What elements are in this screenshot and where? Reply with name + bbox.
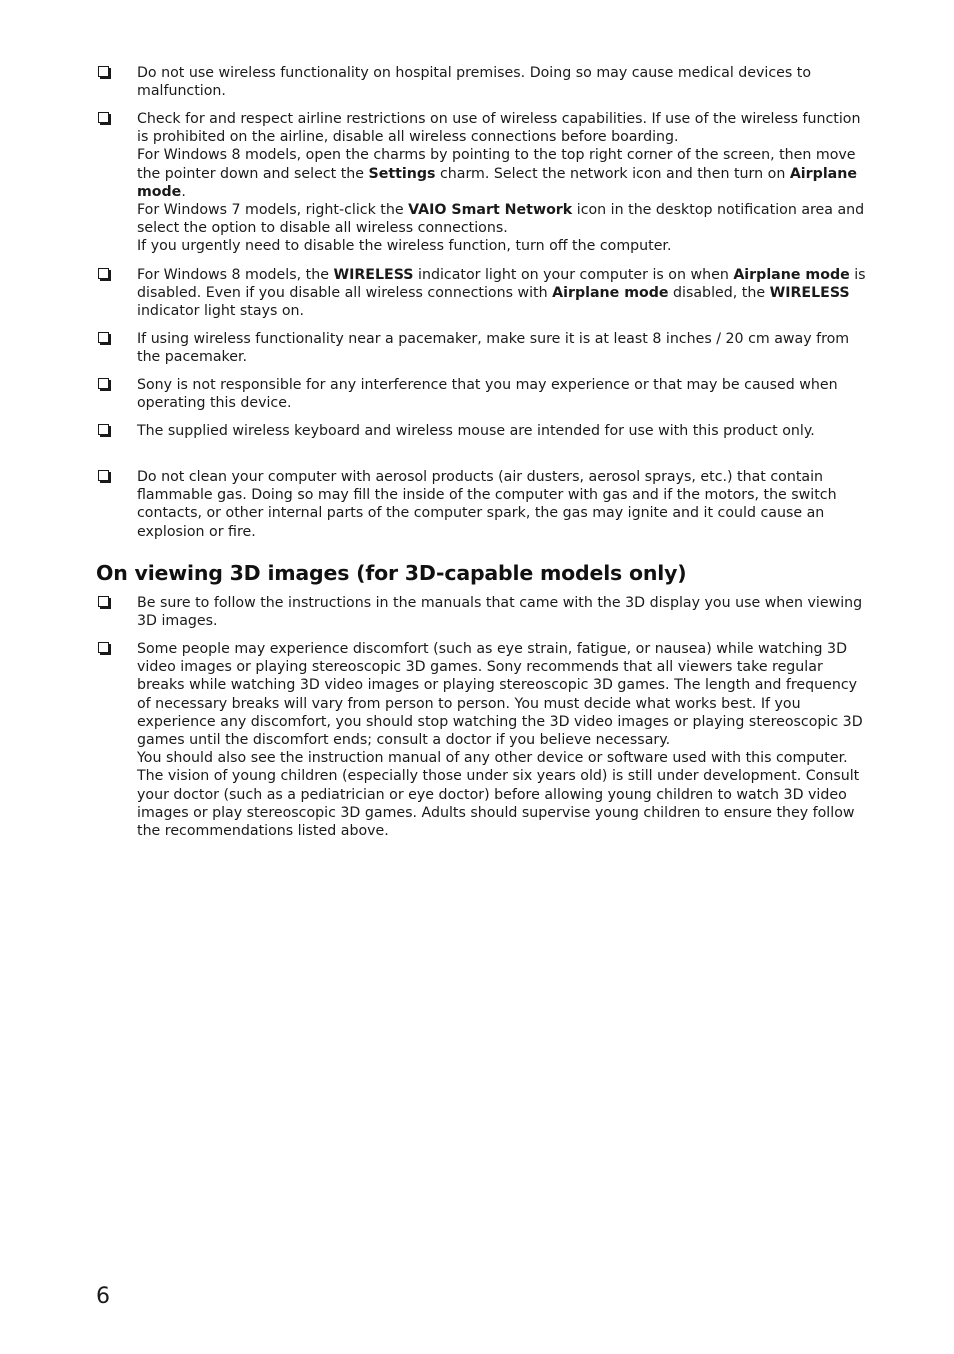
- item-paragraph: [137, 237, 871, 255]
- list-item: [96, 266, 871, 321]
- text-run: You should also see the instruction manual of any other device or software used with this computer.: [137, 750, 848, 767]
- item-paragraph: [137, 376, 871, 412]
- list-item: [96, 594, 871, 630]
- checkbox-bullet-icon: [98, 268, 109, 279]
- checkbox-bullet-icon: [98, 332, 109, 343]
- list-item: [96, 64, 871, 100]
- text-run: Do not use wireless functionality on hospital premises. Doing so may cause medical devices to malfunction.: [137, 65, 812, 100]
- text-run: If using wireless functionality near a pacemaker, make sure it is at least 8 inches / 20 cm away from the pacemaker.: [137, 331, 850, 366]
- text-run: For Windows 8 models, open the charms by pointing to the top right corner of the screen, then move the pointer down and select the: [137, 147, 856, 182]
- text-run: The vision of young children (especially those under six years old) is still under development. Consult your doctor (such as a pediatrician or eye doctor) before allowing young children to watch 3D video images or play stereoscopic 3D games. Adults should supervise young children to ensure they follow the recommendations listed above.: [137, 768, 860, 840]
- bold-term: Airplane mode: [733, 267, 850, 283]
- item-paragraph: [137, 146, 871, 201]
- text-run: For Windows 7 models, right-click the: [137, 202, 409, 219]
- text-run: Check for and respect airline restrictions on use of wireless capabilities. If use of the wireless function is prohibited on the airline, disable all wireless connections before boarding.: [137, 111, 861, 146]
- item-paragraph: [137, 640, 871, 749]
- text-run: .: [181, 183, 186, 200]
- text-run: icon in the desktop notification area and select the option to disable all wireless connections.: [137, 202, 865, 237]
- bold-term: VAIO Smart Network: [408, 202, 573, 219]
- text-run: disabled, the: [668, 285, 770, 302]
- item-paragraph: [137, 266, 871, 321]
- text-run: indicator light stays on.: [137, 303, 305, 320]
- list-item: [96, 110, 871, 256]
- bold-term: Airplane mode: [137, 165, 857, 200]
- list-item: [96, 468, 871, 541]
- item-paragraph: [137, 64, 871, 100]
- item-paragraph: [137, 330, 871, 366]
- text-run: Be sure to follow the instructions in the manuals that came with the 3D display you use when viewing 3D images.: [137, 595, 863, 630]
- item-paragraph: [137, 422, 871, 440]
- item-paragraph: [137, 468, 871, 541]
- text-run: charm. Select the network icon and then turn on: [435, 165, 790, 182]
- list-item: [96, 640, 871, 840]
- list-item: [96, 422, 871, 440]
- text-run: is disabled. Even if you disable all wireless connections with: [137, 267, 866, 302]
- text-run: For Windows 8 models, the: [137, 267, 334, 283]
- list-item: [96, 330, 871, 366]
- item-paragraph: [137, 201, 871, 237]
- list-item: [96, 376, 871, 412]
- item-paragraph: [137, 749, 871, 767]
- checkbox-bullet-icon: [98, 112, 109, 123]
- item-paragraph: [137, 594, 871, 630]
- checkbox-bullet-icon: [98, 66, 109, 77]
- item-paragraph: [137, 110, 871, 146]
- text-run: If you urgently need to disable the wireless function, turn off the computer.: [137, 238, 672, 255]
- bold-term: WIRELESS: [333, 267, 414, 283]
- checkbox-bullet-icon: [98, 424, 109, 435]
- checkbox-bullet-icon: [98, 642, 109, 653]
- bold-term: Airplane mode: [552, 285, 669, 302]
- bold-term: Settings: [368, 165, 436, 182]
- checkbox-bullet-icon: [98, 378, 109, 389]
- checkbox-bullet-icon: [98, 596, 109, 607]
- section-heading: On viewing 3D images (for 3D-capable models only): [96, 561, 687, 585]
- text-run: Do not clean your computer with aerosol products (air dusters, aerosol sprays, etc.) that contain flammable gas. Doing so may fill the inside of the computer with gas and if the motors, the switch contacts, or other internal parts of the computer spark, the gas may ignite and it could cause an explosion or fire.: [137, 469, 837, 540]
- text-run: Sony is not responsible for any interference that you may experience or that may be caused when operating this device.: [137, 377, 838, 412]
- item-paragraph: [137, 767, 871, 840]
- checkbox-bullet-icon: [98, 470, 109, 481]
- bold-term: WIRELESS: [769, 285, 850, 302]
- text-run: indicator light on your computer is on when: [413, 267, 734, 283]
- text-run: The supplied wireless keyboard and wireless mouse are intended for use with this product only.: [137, 423, 815, 439]
- page-number: 6: [96, 1284, 110, 1309]
- text-run: Some people may experience discomfort (such as eye strain, fatigue, or nausea) while watching 3D video images or playing stereoscopic 3D games. Sony recommends that all viewers take regular breaks while watching 3D video images or playing stereoscopic 3D games. The length and frequency of necessary breaks will vary from person to person. You must decide what works best. If you experience any discomfort, you should stop watching the 3D video images or playing stereoscopic 3D games until the discomfort ends; consult a doctor if you believe necessary.: [137, 641, 863, 749]
